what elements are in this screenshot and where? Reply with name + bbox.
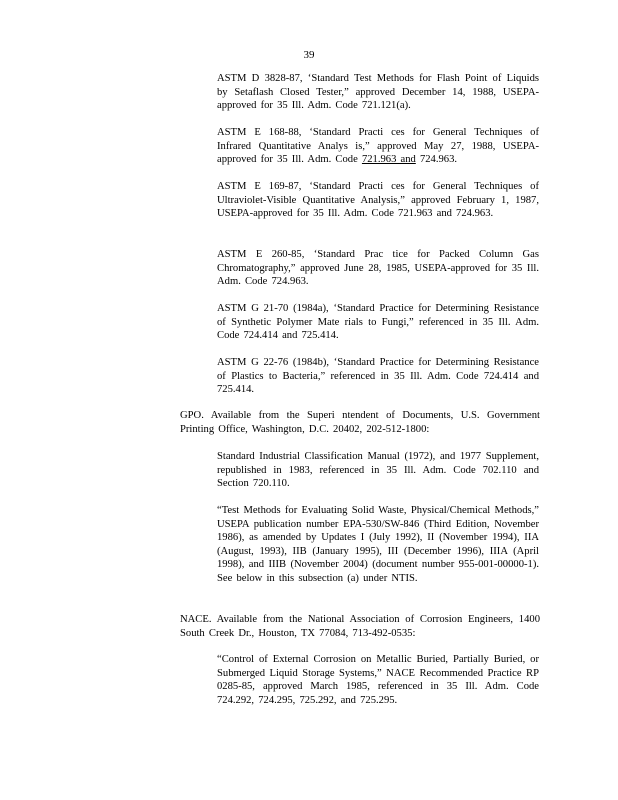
reference-text: ASTM E 168-88, ‘Standard Practi ces for General Techniques of Infrared Quantitative Analys is,” approved May 27, 1988, USEPA-approved for 35 Ill. Adm. Code <box>217 127 539 166</box>
underlined-amendment-text: 721.963 and <box>361 154 416 166</box>
reference-astm-e168 <box>217 126 539 167</box>
page-number: 39 <box>303 49 315 61</box>
reference-nace-rp0285: “Control of External Corrosion on Metallic Buried, Partially Buried, or Submerged Liquid Storage Systems,” NACE Recommended Practice RP 0285-85, approved March 1985, referenced in 35 Ill. Adm. Code 724.292, 724.295, 725.292, and 725.295. <box>217 654 539 706</box>
source-gpo: GPO. Available from the Superi ntendent of Documents, U.S. Government Printing Office, Washington, D.C. 20402, 202-512-1800: <box>180 410 540 435</box>
reference-astm-g22: ASTM G 22-76 (1984b), ‘Standard Practice for Determining Resistance of Plastics to Bacteria,” referenced in 35 Ill. Adm. Code 724.414 and 725.414. <box>217 357 539 396</box>
reference-astm-d3828: ASTM D 3828-87, ‘Standard Test Methods for Flash Point of Liquids by Setaflash Closed Tester,” approved December 14, 1988, USEPA-approved for 35 Ill. Adm. Code 721.121(a). <box>217 73 539 112</box>
reference-sic-manual: Standard Industrial Classification Manual (1972), and 1977 Supplement, republished in 1983, referenced in 35 Ill. Adm. Code 702.110 and Section 720.110. <box>217 451 539 490</box>
reference-sw-846: “Test Methods for Evaluating Solid Waste, Physical/Chemical Methods,” USEPA publication number EPA-530/SW-846 (Third Edition, November 1986), as amended by Updates I (July 1992), II (November 1994), IIA (August, 1993), IIB (January 1995), III (December 1996), IIIA (April 1998), and IIIB (November 2004) (document number 955-001-00000-1). See below in this subsection (a) under NTIS. <box>217 505 539 584</box>
reference-astm-e260: ASTM E 260-85, ‘Standard Prac tice for Packed Column Gas Chromatography,” approved June 28, 1985, USEPA-approved for 35 Ill. Adm. Code 724.963. <box>217 249 539 288</box>
reference-text-end: 724.963. <box>415 154 458 166</box>
reference-astm-e169: ASTM E 169-87, ‘Standard Practi ces for General Techniques of Ultraviolet-Visible Quantitative Analysis,” approved February 1, 1987, USEPA-approved for 35 Ill. Adm. Code 721.963 and 724.963. <box>217 181 539 220</box>
source-nace: NACE. Available from the National Association of Corrosion Engineers, 1400 South Creek Dr., Houston, TX 77084, 713-492-0535: <box>180 614 540 639</box>
reference-astm-g21: ASTM G 21-70 (1984a), ‘Standard Practice for Determining Resistance of Synthetic Polymer Mate rials to Fungi,” referenced in 35 Ill. Adm. Code 724.414 and 725.414. <box>217 303 539 342</box>
